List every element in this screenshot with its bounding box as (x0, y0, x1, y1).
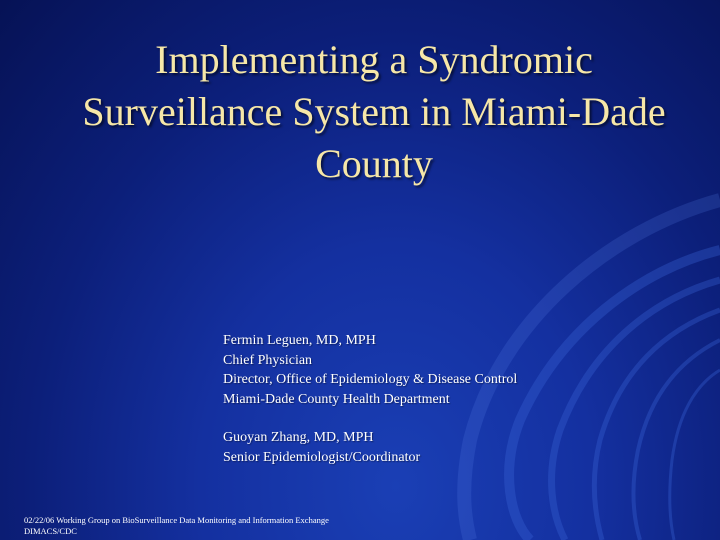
footer-organization: DIMACS/CDC (24, 526, 77, 536)
slide-footer (24, 515, 329, 537)
author-position: Senior Epidemiologist/Coordinator (223, 449, 421, 465)
author-position: Director, Office of Epidemiology & Disease Control (223, 372, 518, 387)
author-affiliation: Miami-Dade County Health Department (223, 391, 450, 407)
author-block-primary (223, 331, 663, 409)
author-credits (223, 331, 663, 467)
author-name: Fermin Leguen, MD, MPH (223, 333, 376, 348)
slide-title-line: Surveillance System in Miami-Dade (82, 89, 666, 134)
slide-title-line: Implementing a Syndromic (155, 37, 593, 82)
slide-title (20, 34, 720, 190)
slide-title-line: County (315, 141, 433, 186)
author-block-secondary (223, 428, 663, 467)
footer-event: 02/22/06 Working Group on BioSurveillance Data Monitoring and Information Exchange (24, 515, 329, 525)
author-position: Chief Physician (223, 352, 313, 368)
author-name: Guoyan Zhang, MD, MPH (223, 430, 374, 445)
